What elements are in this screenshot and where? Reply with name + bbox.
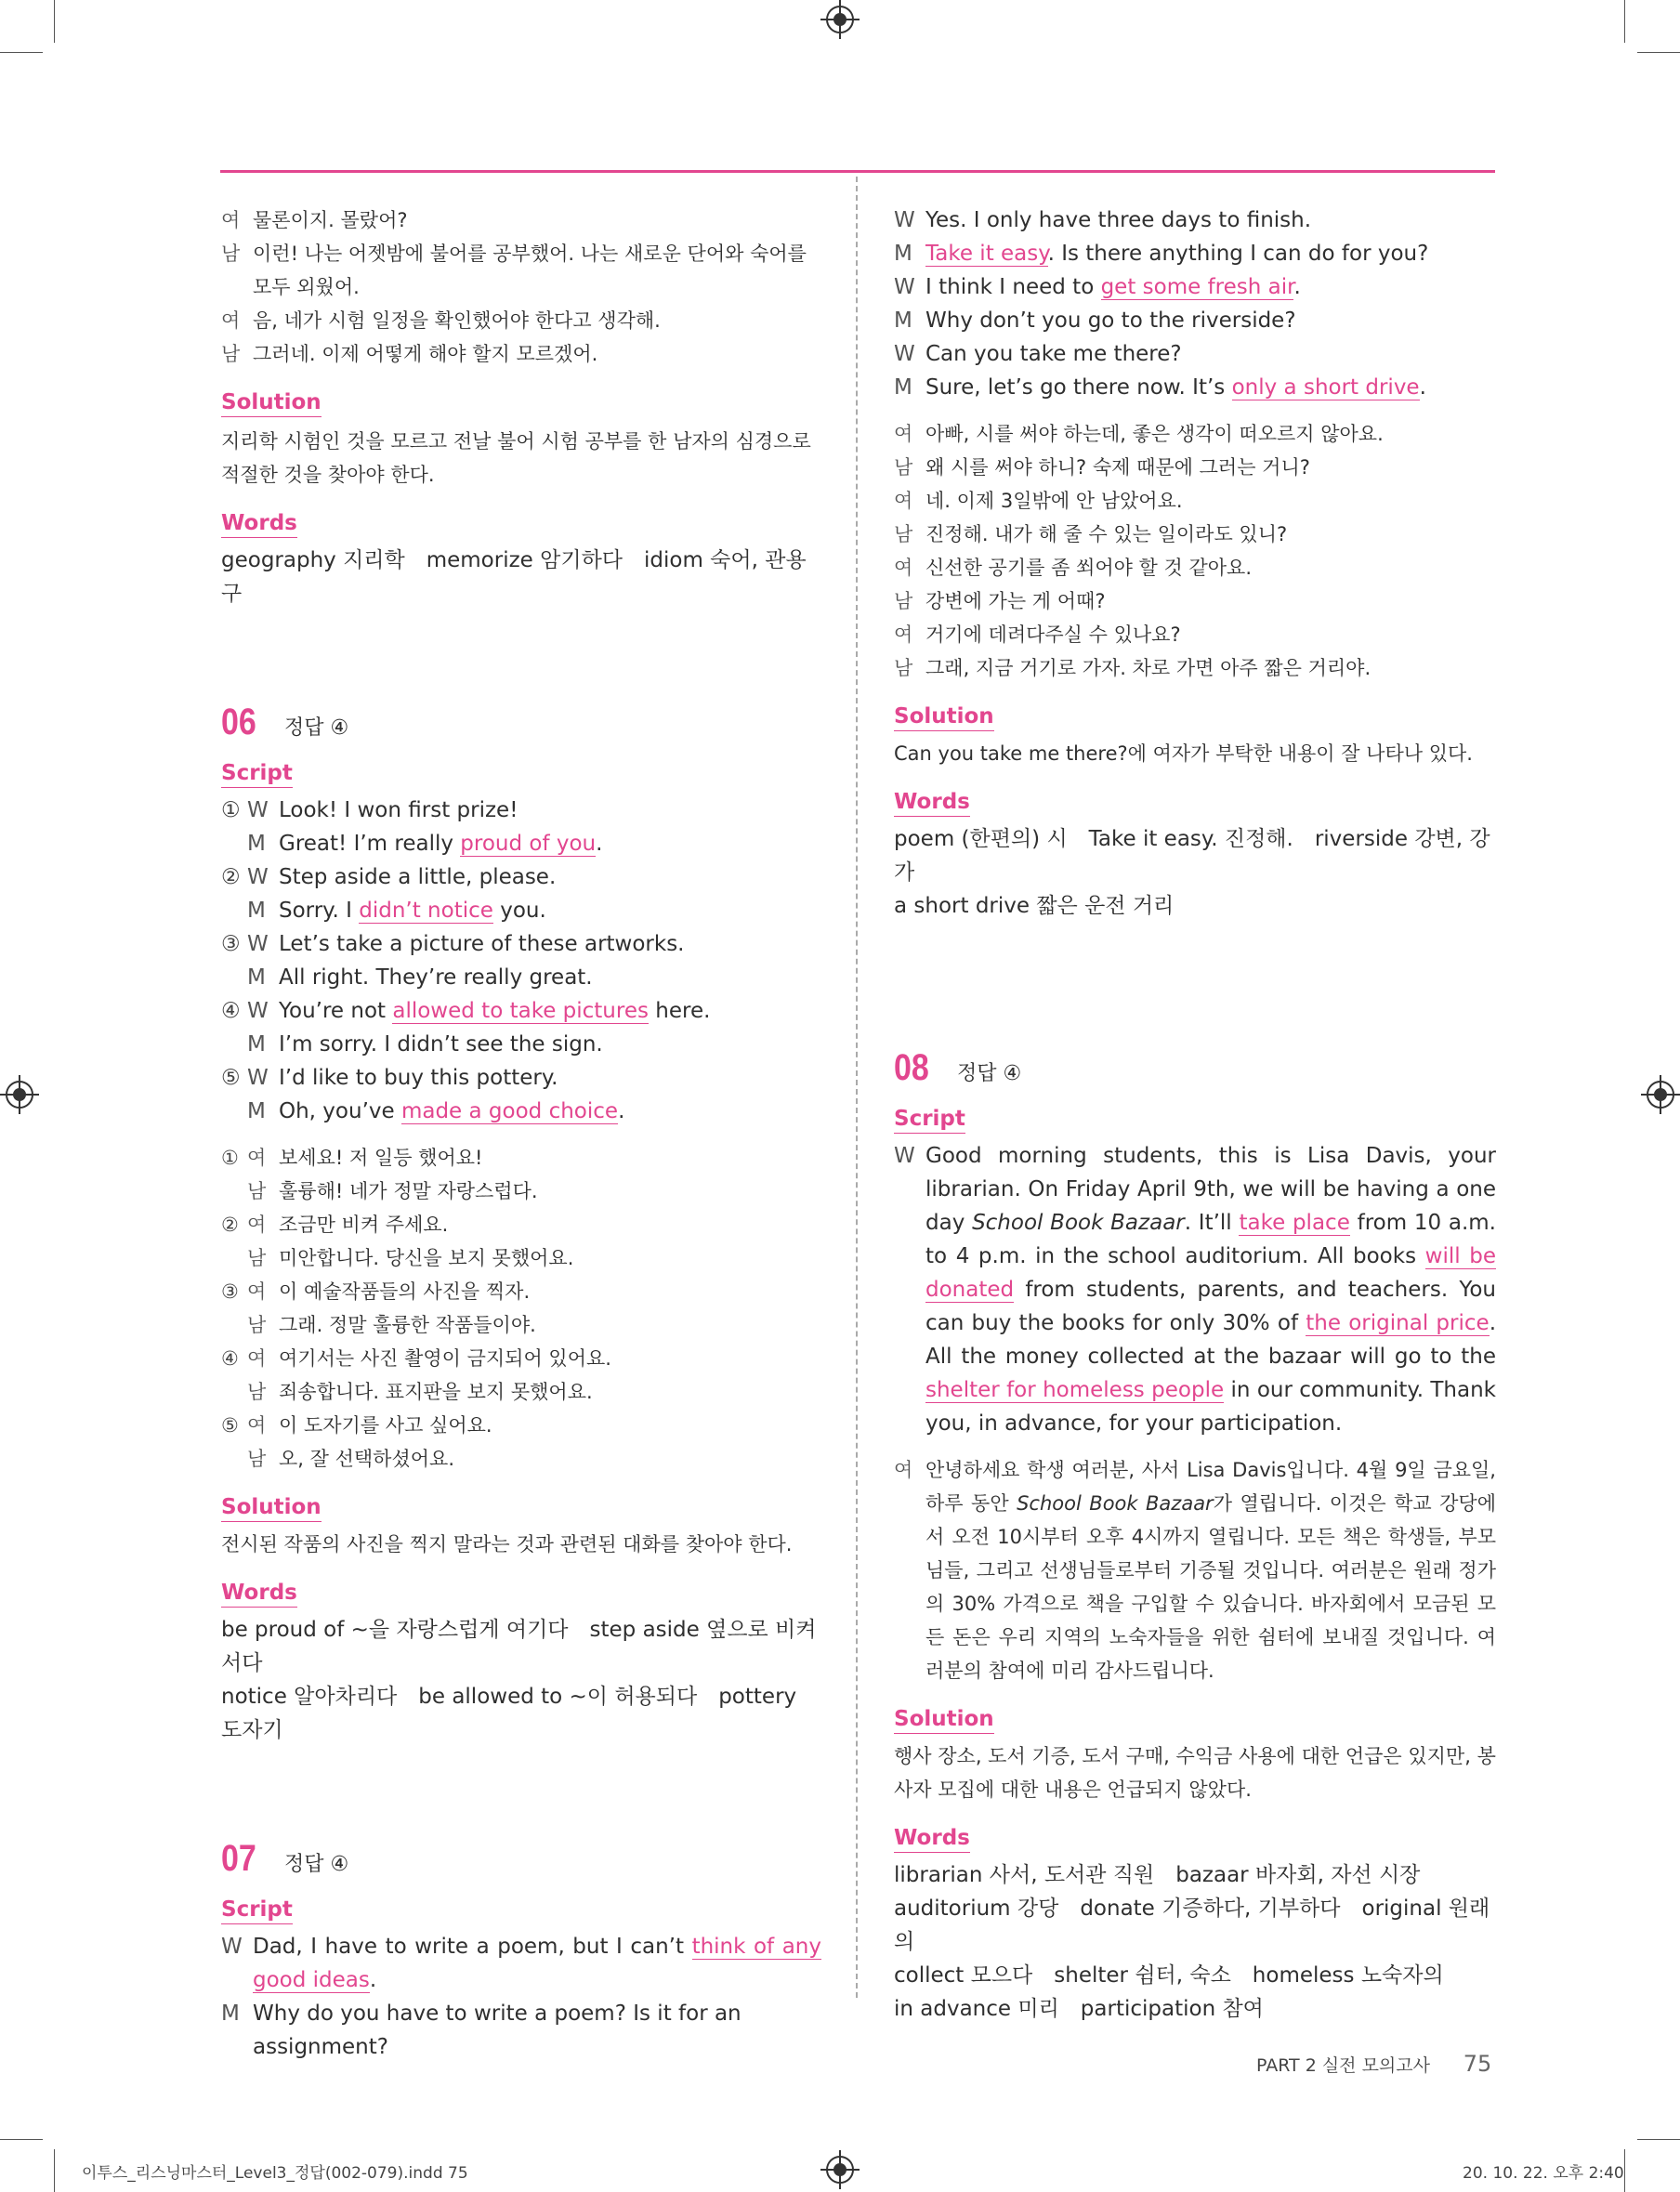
words-heading: Words: [894, 1824, 970, 1853]
line-text: .: [596, 832, 603, 856]
speaker: 여: [894, 423, 913, 445]
dialogue-korean-continued: [221, 203, 821, 371]
translation-line: [221, 1342, 821, 1375]
crop-mark: [1637, 2139, 1680, 2140]
dialogue-line: [221, 203, 821, 237]
script-heading: Script: [894, 1105, 965, 1134]
line-text: 아빠, 시를 써야 하는데, 좋은 생각이 떠오르지 않아요.: [925, 423, 1384, 445]
option-number: ④: [221, 999, 241, 1023]
registration-mark-icon: [6, 1081, 33, 1109]
speaker: 여: [894, 623, 913, 646]
script-line: M Why do you have to write a poem? Is it for an assignment?: [221, 1997, 821, 2064]
key-phrase: the original price: [1306, 1311, 1490, 1335]
speaker: W: [894, 342, 915, 366]
line-text: Oh, you’ve: [279, 1099, 401, 1123]
print-date: 20. 10. 22. 오후 2:40: [1463, 2164, 1624, 2183]
script-line: [221, 827, 821, 860]
speaker: 남: [221, 343, 241, 365]
solution-text: 행사 장소, 도서 기증, 도서 구매, 수익금 사용에 대한 언급은 있지만, 봉사자 모집에 대한 내용은 언급되지 않았다.: [894, 1745, 1496, 1801]
words-text: notice 알아차리다 be allowed to ~이 허용되다 pottery 도자기: [221, 1685, 797, 1742]
event-name: School Book Bazaar: [1017, 1492, 1214, 1515]
speaker: 여: [247, 1280, 267, 1303]
line-text: 그래, 지금 거기로 가자. 차로 가면 아주 짧은 거리야.: [925, 657, 1372, 679]
script-line: [221, 961, 821, 994]
answer-label: 정답 ④: [957, 1062, 1022, 1085]
speaker: 남: [894, 456, 913, 479]
translation-line: [221, 1175, 821, 1208]
solution-heading: Solution: [221, 1493, 322, 1522]
part-label: PART 2 실전 모의고사: [1256, 2055, 1430, 2076]
line-text: 안녕하세요 학생 여러분, 사서 Lisa Davis입니다. 4월 9일 금요일, 하루 동안: [925, 1459, 1496, 1515]
speaker: W: [894, 208, 915, 232]
line-text: . It’ll: [1184, 1211, 1240, 1235]
option-number: ③: [221, 932, 241, 956]
line-text: Why don’t you go to the riverside?: [925, 308, 1296, 333]
script-translation: [894, 417, 1496, 685]
script-monologue: [894, 1139, 1496, 1440]
speaker: M: [247, 899, 266, 923]
option-number: ①: [221, 1147, 239, 1169]
translation-line: [221, 1241, 821, 1275]
speaker: W: [247, 1066, 269, 1090]
line-text: Why do you have to write a poem? Is it for an assignment?: [253, 2002, 742, 2059]
translation-line: [221, 1409, 821, 1442]
words-text: in advance 미리 participation 참여: [894, 1997, 1264, 2021]
speaker: W: [247, 999, 269, 1023]
left-column: [221, 203, 821, 2064]
script-line: [221, 927, 821, 961]
line-text: 그래. 정말 훌륭한 작품들이야.: [279, 1314, 536, 1336]
words-text: poem (한편의) 시 Take it easy. 진정해. riverside 강변, 강가: [894, 827, 1490, 885]
question-number: 06: [221, 702, 256, 742]
translation-line: [894, 417, 1496, 451]
registration-mark-icon: [826, 6, 854, 33]
option-number: ④: [221, 1347, 239, 1370]
speaker: W: [247, 932, 269, 956]
script-translation: [221, 1141, 821, 1476]
translation-line: [894, 551, 1496, 584]
key-phrase: good ideas: [253, 1968, 370, 1992]
speaker: W: [247, 798, 269, 822]
crop-mark: [1624, 0, 1625, 43]
words-text: collect 모으다 shelter 쉼터, 숙소 homeless 노숙자의: [894, 1963, 1444, 1988]
speaker: 여: [894, 557, 913, 579]
translation-line: [894, 618, 1496, 651]
line-text: 조금만 비켜 주세요.: [279, 1214, 449, 1236]
translation-line: [894, 484, 1496, 518]
speaker: M: [894, 375, 912, 400]
speaker: W: [894, 1144, 915, 1168]
words-text: be proud of ~을 자랑스럽게 여기다 step aside 옆으로 비켜서다: [221, 1618, 817, 1675]
solution-text: 지리학 시험인 것을 모르고 전날 불어 시험 공부를 한 남자의 심경으로 적절한 것을 찾아야 한다.: [221, 430, 811, 486]
speaker: 남: [894, 657, 913, 679]
key-phrase: shelter for homeless people: [925, 1378, 1225, 1402]
line-text: 음, 네가 시험 일정을 확인했어야 한다고 생각해.: [253, 309, 661, 332]
option-number: ⑤: [221, 1414, 239, 1437]
words-text: a short drive 짧은 운전 거리: [894, 894, 1175, 918]
line-text: 물론이지. 몰랐어?: [253, 209, 408, 231]
line-text: here.: [648, 999, 711, 1023]
line-text: 오, 잘 선택하셨어요.: [279, 1448, 454, 1470]
line-text: 보세요! 저 일등 했어요!: [279, 1147, 483, 1169]
speaker: 남: [247, 1247, 267, 1269]
line-text: 왜 시를 써야 하니? 숙제 때문에 그러는 거니?: [925, 456, 1310, 479]
header-rule: [220, 170, 1495, 173]
words-heading: Words: [221, 509, 297, 538]
answer-label: 정답 ④: [284, 1853, 349, 1876]
script-line: [221, 794, 821, 827]
words-text: librarian 사서, 도서관 직원 bazaar 바자회, 자선 시장: [894, 1863, 1421, 1887]
line-text: 거기에 데려다주실 수 있나요?: [925, 623, 1181, 646]
line-text: I’m sorry. I didn’t see the sign.: [279, 1032, 603, 1057]
script-line: [894, 270, 1496, 304]
option-number: [221, 1095, 247, 1128]
line-text: 여기서는 사진 촬영이 금지되어 있어요.: [279, 1347, 611, 1370]
line-text: .: [618, 1099, 625, 1123]
line-text: Good morning students, this is Lisa Davis, your librarian. On Friday April 9th, we will be having a one day: [925, 1144, 1496, 1235]
line-text: Step aside a little, please.: [279, 865, 557, 889]
solution-heading: Solution: [894, 702, 994, 731]
line-text: 훌륭해! 네가 정말 자랑스럽다.: [279, 1180, 538, 1202]
line-text: Can you take me there?: [925, 342, 1182, 366]
crop-mark: [0, 52, 43, 53]
translation-line: [221, 1308, 821, 1342]
option-number: [221, 1308, 247, 1342]
option-number: [221, 1241, 247, 1275]
words-text: auditorium 강당 donate 기증하다, 기부하다 original 원래의: [894, 1897, 1490, 1954]
line-text: 이 예술작품들의 사진을 찍자.: [279, 1280, 531, 1303]
key-phrase: allowed to take pictures: [392, 999, 649, 1023]
column-divider: [856, 177, 858, 1998]
speaker: 여: [247, 1147, 267, 1169]
script-line: [221, 894, 821, 927]
speaker: M: [247, 832, 266, 856]
speaker: M: [247, 965, 266, 990]
words-text: geography 지리학 memorize 암기하다 idiom 숙어, 관용구: [221, 548, 807, 606]
line-text: 가 열립니다. 이것은 학교 강당에서 오전 10시부터 오후 4시까지 열립니다. 모든 책은 학생들, 부모님들, 그리고 선생님들로부터 기증될 것입니다. 여러분은 원래 정가의 30% 가격으로 책을 구입할 수 있습니다. 바자회에서 모금된 모든 돈은 우리 지역의 노숙자들을 위한 쉼터에 보내질 것입니다. 여러분의 참여에 미리 감사드립니다.: [925, 1492, 1496, 1682]
registration-mark-icon: [1647, 1081, 1674, 1109]
speaker: 남: [247, 1180, 267, 1202]
question-heading: [221, 700, 821, 745]
solution-heading: Solution: [894, 1705, 994, 1734]
script-line: [221, 860, 821, 894]
option-number: ②: [221, 1214, 239, 1236]
speaker: 남: [247, 1448, 267, 1470]
speaker: 남: [894, 590, 913, 612]
script-line: [894, 371, 1496, 404]
key-phrase: proud of you: [460, 832, 597, 856]
speaker: 남: [247, 1314, 267, 1336]
line-text: Yes. I only have three days to finish.: [925, 208, 1312, 232]
crop-mark: [54, 2149, 55, 2192]
line-text: .: [369, 1968, 377, 1992]
line-text: . Is there anything I can do for you?: [1047, 242, 1429, 266]
translation-line: [894, 451, 1496, 484]
file-slug: 이투스_리스닝마스터_Level3_정답(002-079).indd 75: [82, 2164, 468, 2183]
speaker: 여: [221, 209, 241, 231]
crop-mark: [54, 0, 55, 43]
line-text: Great! I’m really: [279, 832, 461, 856]
script-line: W Dad, I have to write a poem, but I can’t think of any good ideas.: [221, 1935, 821, 1992]
option-number: [221, 1175, 247, 1208]
line-text: . All the money collected at the bazaar will go to the: [925, 1311, 1496, 1369]
line-text: 이런! 나는 어젯밤에 불어를 공부했어. 나는 새로운 단어와 숙어를 모두 외웠어.: [253, 243, 807, 298]
script-line: [221, 1061, 821, 1095]
option-number: ②: [221, 865, 241, 889]
option-number: [221, 961, 247, 994]
key-phrase: only a short drive: [1231, 375, 1420, 400]
solution-text: Can you take me there?에 여자가 부탁한 내용이 잘 나타나 있다.: [894, 742, 1473, 765]
script-line: [894, 237, 1496, 270]
key-phrase: didn’t notice: [359, 899, 493, 923]
script-dialogue: [221, 794, 821, 1128]
key-phrase: will be donated: [925, 1244, 1496, 1302]
script-line: [894, 337, 1496, 371]
speaker: 여: [221, 309, 241, 332]
line-text: 미안합니다. 당신을 보지 못했어요.: [279, 1247, 574, 1269]
event-name: School Book Bazaar: [972, 1211, 1185, 1235]
words-heading: Words: [894, 788, 970, 817]
speaker: 여: [894, 1459, 913, 1481]
option-number: ③: [221, 1280, 239, 1303]
running-footer: [1256, 2051, 1491, 2077]
right-column: [894, 203, 1496, 2026]
translation-line: [221, 1208, 821, 1241]
line-text: 진정해. 내가 해 줄 수 있는 일이라도 있니?: [925, 523, 1288, 545]
crop-mark: [1637, 52, 1680, 53]
key-phrase: take place: [1239, 1211, 1350, 1235]
option-number: [221, 1028, 247, 1061]
speaker: 남: [247, 1381, 267, 1403]
option-number: [221, 1375, 247, 1409]
line-text: I’d like to buy this pottery.: [279, 1066, 558, 1090]
translation-line: [221, 1442, 821, 1476]
translation-line: [221, 1275, 821, 1308]
dialogue-line: [221, 237, 821, 304]
line-text: You’re not: [279, 999, 393, 1023]
option-number: ①: [221, 798, 241, 822]
speaker: M: [894, 308, 912, 333]
speaker: W: [247, 865, 269, 889]
key-phrase: Take it easy: [925, 242, 1048, 266]
words-heading: Words: [221, 1579, 297, 1608]
option-number: [221, 894, 247, 927]
speaker: M: [247, 1099, 266, 1123]
translation-line: [894, 584, 1496, 618]
line-text: from 10 a.m. to 4 p.m. in the school auditorium. All books: [925, 1211, 1496, 1268]
option-number: [221, 1442, 247, 1476]
script-line: [894, 304, 1496, 337]
script-dialogue: [894, 203, 1496, 404]
answer-label: 정답 ④: [284, 716, 349, 740]
question-heading: [894, 1045, 1496, 1091]
question-heading: [221, 1836, 821, 1882]
translation-line: [221, 1375, 821, 1409]
line-text: I think I need to: [925, 275, 1101, 299]
speaker: M: [894, 242, 912, 266]
line-text: from students, parents, and teachers. You can buy the books for only 30% of: [925, 1278, 1496, 1335]
script-line: [894, 203, 1496, 237]
line-text: All right. They’re really great.: [279, 965, 593, 990]
question-number: 08: [894, 1047, 929, 1088]
line-text: Sorry. I: [279, 899, 360, 923]
speaker: 여: [247, 1414, 267, 1437]
translation-line: [221, 1141, 821, 1175]
line-text: 죄송합니다. 표지판을 보지 못했어요.: [279, 1381, 593, 1403]
line-text: .: [1419, 375, 1426, 400]
line-text: in our community. Thank you, in advance, for your participation.: [925, 1378, 1496, 1436]
line-text: 신선한 공기를 좀 쐬어야 할 것 같아요.: [925, 557, 1253, 579]
script-line: [221, 994, 821, 1028]
script-line: [221, 1095, 821, 1128]
page-number: 75: [1463, 2051, 1492, 2077]
line-text: Look! I won first prize!: [279, 798, 518, 822]
line-text: 그러네. 이제 어떻게 해야 할지 모르겠어.: [253, 343, 598, 365]
crop-mark: [0, 2139, 43, 2140]
option-number: [221, 827, 247, 860]
script-heading: Script: [221, 759, 293, 788]
dialogue-line: [221, 304, 821, 337]
script-line: [221, 1028, 821, 1061]
dialogue-line: [221, 337, 821, 371]
line-text: 네. 이제 3일밖에 안 남았어요.: [925, 490, 1183, 512]
line-text: Dad, I have to write a poem, but I can’t: [253, 1935, 692, 1959]
option-number: ⑤: [221, 1066, 241, 1090]
line-text: Let’s take a picture of these artworks.: [279, 932, 685, 956]
script-translation: [894, 1453, 1496, 1687]
key-phrase: made a good choice: [400, 1099, 619, 1123]
speaker: 여: [247, 1214, 267, 1236]
speaker: W: [894, 275, 915, 299]
line-text: 강변에 가는 게 어때?: [925, 590, 1106, 612]
line-text: Sure, let’s go there now. It’s: [925, 375, 1232, 400]
key-phrase: think of any: [691, 1935, 821, 1959]
line-text: 이 도자기를 사고 싶어요.: [279, 1414, 492, 1437]
registration-mark-icon: [826, 2156, 854, 2184]
script-heading: Script: [221, 1896, 293, 1924]
line-text: .: [1293, 275, 1301, 299]
solution-heading: Solution: [221, 388, 322, 417]
speaker: M: [247, 1032, 266, 1057]
line-text: you.: [492, 899, 546, 923]
speaker: 남: [221, 243, 241, 265]
crop-mark: [1624, 2149, 1625, 2192]
question-number: 07: [221, 1838, 256, 1879]
speaker: 여: [247, 1347, 267, 1370]
speaker: 남: [894, 523, 913, 545]
speaker: 여: [894, 490, 913, 512]
translation-line: [894, 651, 1496, 685]
solution-text: 전시된 작품의 사진을 찍지 말라는 것과 관련된 대화를 찾아야 한다.: [221, 1533, 793, 1555]
translation-line: [894, 518, 1496, 551]
key-phrase: get some fresh air: [1100, 275, 1294, 299]
